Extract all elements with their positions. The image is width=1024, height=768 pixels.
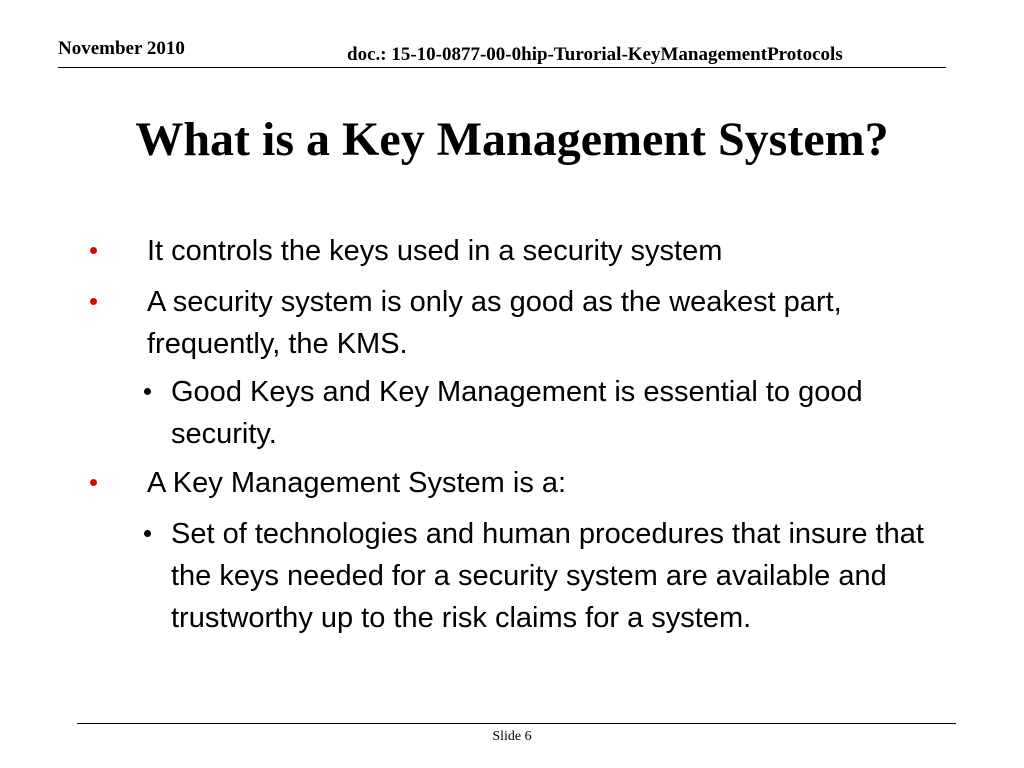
- slide-title: What is a Key Management System?: [135, 113, 889, 166]
- bullet-item: [147, 462, 907, 504]
- sub-bullet-dot-icon: [144, 388, 151, 395]
- bullet-item: [147, 281, 907, 365]
- sub-bullet-item: [171, 371, 931, 455]
- slide-number: Slide 6: [492, 729, 532, 744]
- bullet-text: A security system is only as good as the weakest part, frequently, the KMS.: [147, 286, 842, 360]
- footer-divider: [77, 723, 956, 724]
- bullet-text: It controls the keys used in a security system: [147, 235, 723, 267]
- sub-bullet-text: Set of technologies and human procedures that insure that the keys needed for a security system are available and trustworthy up to the risk claims for a system.: [171, 518, 924, 634]
- sub-bullet-text: Good Keys and Key Management is essential to good security.: [171, 376, 863, 450]
- bullet-text: A Key Management System is a:: [147, 467, 567, 499]
- bullet-dot-icon: [90, 298, 97, 305]
- header-divider: [58, 67, 946, 68]
- header-date: November 2010: [58, 38, 185, 59]
- bullet-dot-icon: [90, 247, 97, 254]
- bullet-item: [147, 230, 907, 272]
- sub-bullet-dot-icon: [144, 530, 151, 537]
- sub-bullet-item: [171, 513, 931, 639]
- bullet-dot-icon: [90, 479, 97, 486]
- header-doc-id: doc.: 15-10-0877-00-0hip-Turorial-KeyManagementProtocols: [347, 44, 843, 65]
